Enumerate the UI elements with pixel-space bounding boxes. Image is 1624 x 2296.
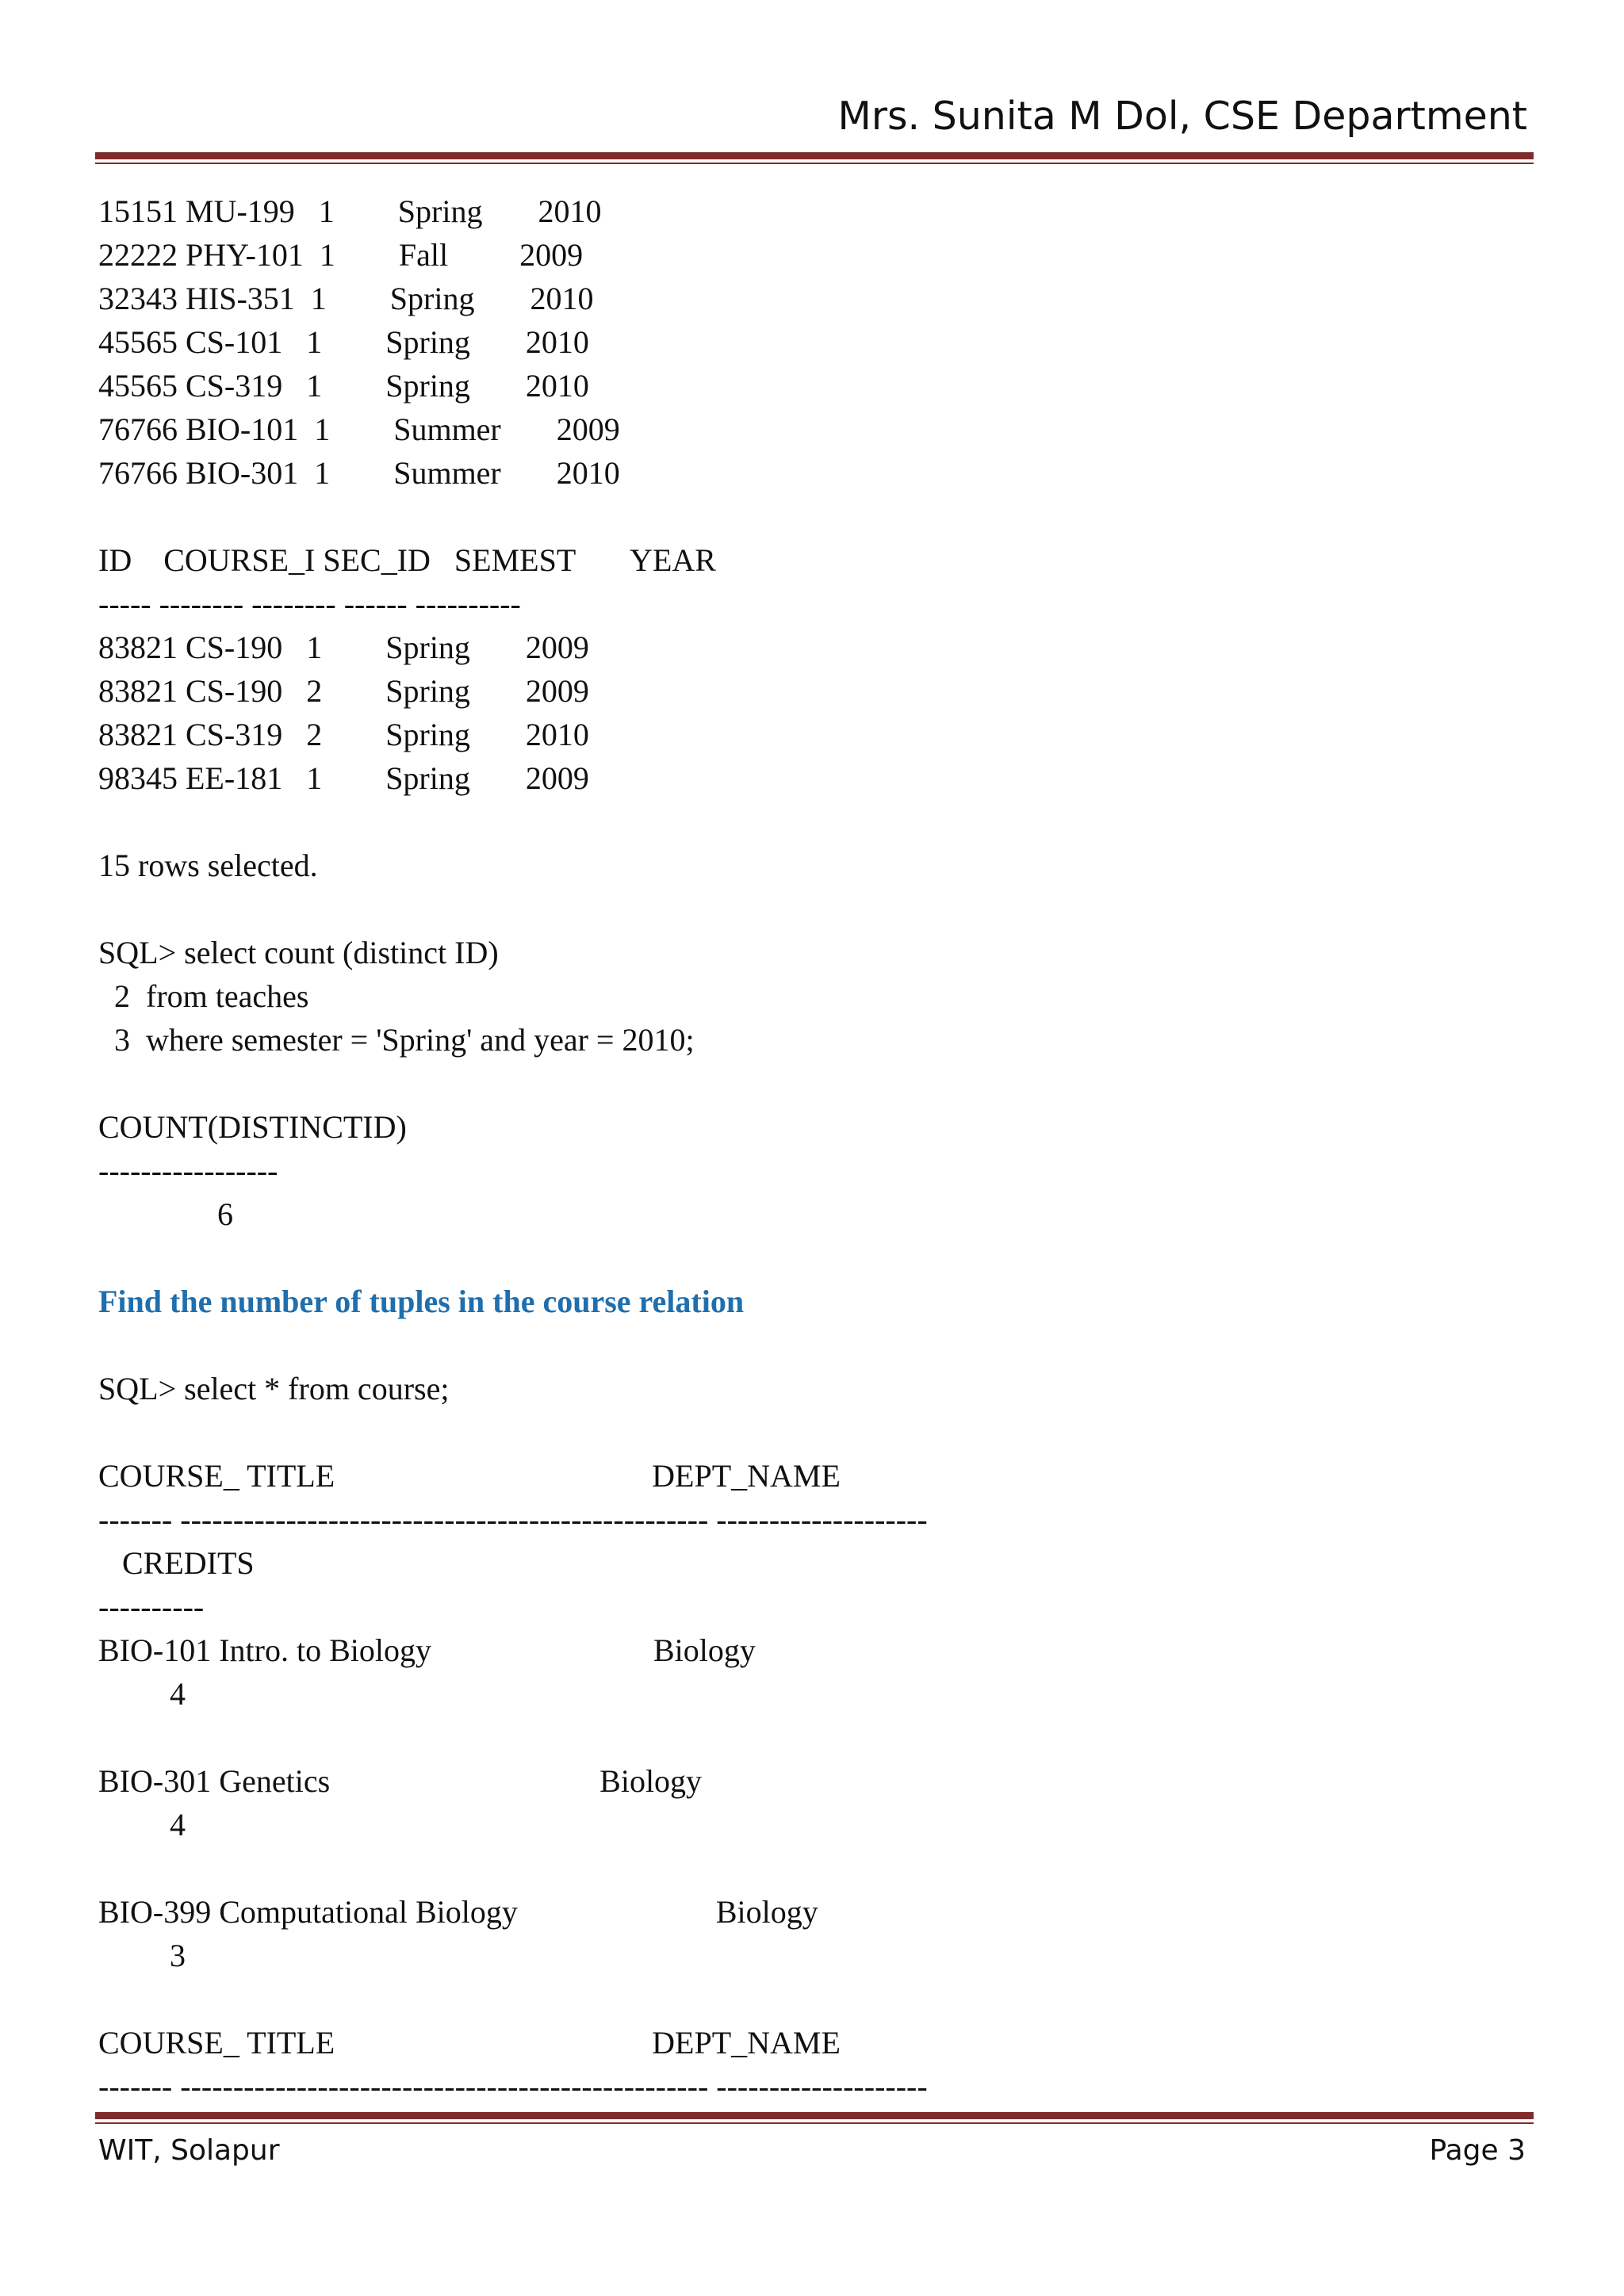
footer-rule-thick <box>95 2112 1534 2119</box>
header-rule <box>95 152 1534 164</box>
table-header-line: CREDITS <box>98 1545 255 1581</box>
body-line: 45565 CS-319 1 Spring 2010 <box>98 368 589 404</box>
body-line: 83821 CS-190 2 Spring 2009 <box>98 673 589 709</box>
page-header-title: Mrs. Sunita M Dol, CSE Department <box>837 94 1527 139</box>
result-header: COUNT(DISTINCTID) <box>98 1109 407 1145</box>
result-value: 6 <box>98 1196 233 1232</box>
separator-line: ------- -------------------------------------------------- -------------------- <box>98 1502 928 1537</box>
rows-selected-text: 15 rows selected. <box>98 848 318 883</box>
separator-line: ------- -------------------------------------------------- -------------------- <box>98 2068 928 2104</box>
header-rule-thick <box>95 152 1534 159</box>
footer-rule-thin <box>95 2122 1534 2124</box>
body-line: BIO-101 Intro. to Biology Biology <box>98 1632 756 1668</box>
page-number: Page 3 <box>1429 2134 1526 2167</box>
separator-line: ----------------- <box>98 1153 278 1188</box>
body-line: BIO-399 Computational Biology Biology <box>98 1894 818 1930</box>
body-line: 76766 BIO-301 1 Summer 2010 <box>98 455 620 491</box>
body-line: 3 <box>98 1938 186 1973</box>
footer-rule <box>95 2112 1534 2124</box>
header-rule-thin <box>95 163 1534 164</box>
table-header-line: ID COURSE_I SEC_ID SEMEST YEAR <box>98 542 716 578</box>
body-line: 15151 MU-199 1 Spring 2010 <box>98 193 602 229</box>
section-heading: Find the number of tuples in the course relation <box>98 1284 745 1319</box>
body-line: 4 <box>98 1676 186 1712</box>
body-line: 22222 PHY-101 1 Fall 2009 <box>98 237 584 273</box>
body-line: 45565 CS-101 1 Spring 2010 <box>98 324 589 360</box>
separator-line: ---------- <box>98 1589 205 1624</box>
sql-line: SQL> select * from course; <box>98 1371 450 1406</box>
table-header-line: COURSE_ TITLE DEPT_NAME <box>98 1458 841 1494</box>
sql-line: 3 where semester = 'Spring' and year = 2010; <box>98 1022 695 1058</box>
body-line: 83821 CS-190 1 Spring 2009 <box>98 629 589 665</box>
table-header-line: COURSE_ TITLE DEPT_NAME <box>98 2025 841 2061</box>
body-line: 4 <box>98 1807 186 1843</box>
body-line: BIO-301 Genetics Biology <box>98 1763 703 1799</box>
separator-line: ----- -------- -------- ------ ---------- <box>98 586 521 622</box>
body-line: 83821 CS-319 2 Spring 2010 <box>98 717 589 752</box>
sql-line: 2 from teaches <box>98 978 309 1014</box>
body-line: 32343 HIS-351 1 Spring 2010 <box>98 281 594 316</box>
footer-institution: WIT, Solapur <box>98 2134 280 2167</box>
body-line: 98345 EE-181 1 Spring 2009 <box>98 760 589 796</box>
body-line: 76766 BIO-101 1 Summer 2009 <box>98 411 620 447</box>
sql-line: SQL> select count (distinct ID) <box>98 935 499 970</box>
